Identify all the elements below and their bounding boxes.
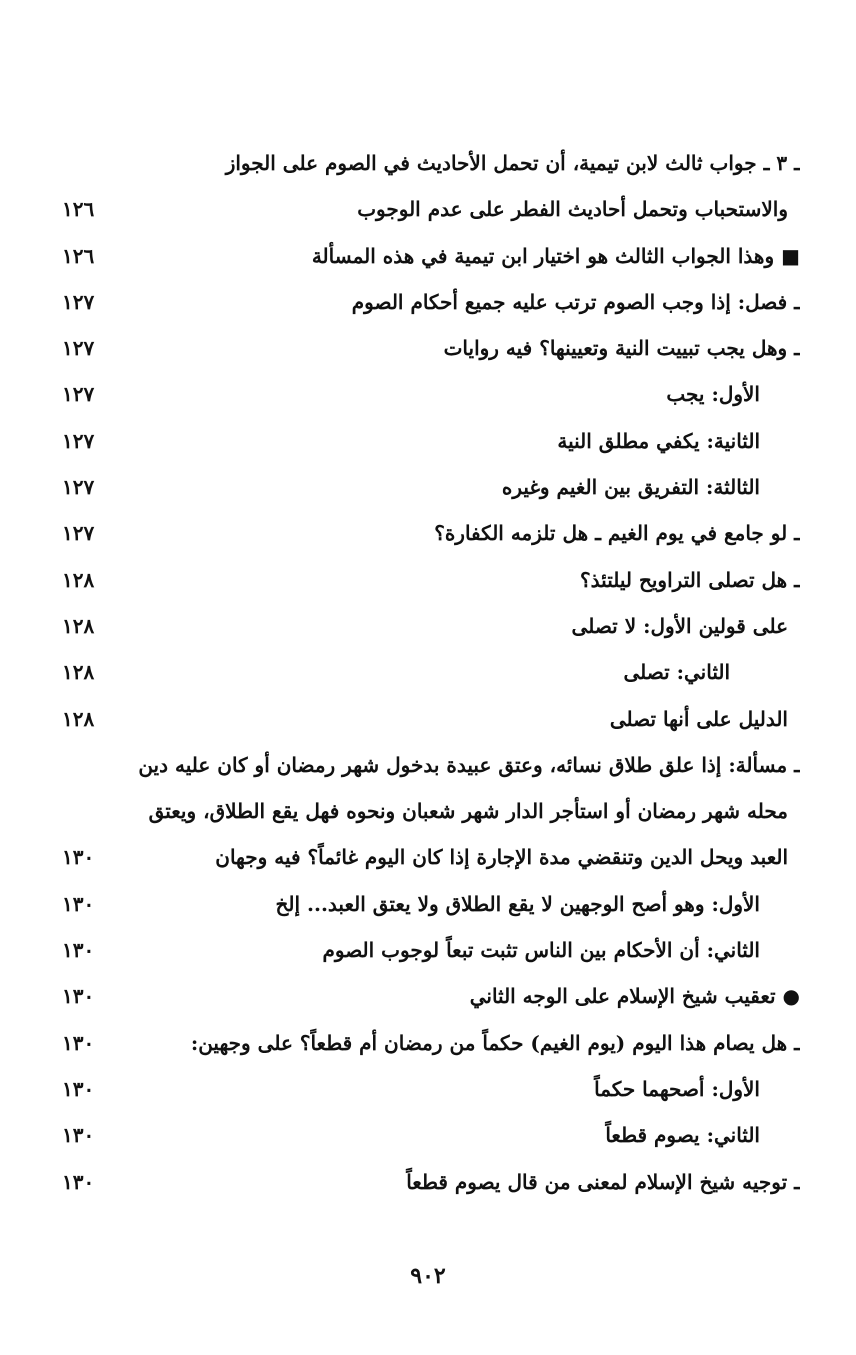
toc-entry-page: ١٣٠ bbox=[62, 984, 95, 1009]
toc-entry bbox=[50, 279, 800, 325]
toc-entry-page: ١٣٠ bbox=[62, 1169, 95, 1194]
toc-entry-page: ١٢٨ bbox=[62, 660, 95, 685]
toc-entry-page: ١٣٠ bbox=[62, 891, 95, 916]
toc-entry-text: الثانية: يكفي مطلق النية bbox=[557, 428, 760, 453]
toc-entry bbox=[50, 1112, 800, 1158]
toc-entry bbox=[50, 788, 800, 834]
toc-entry bbox=[50, 325, 800, 371]
toc-entry-text: الثاني: يصوم قطعاً bbox=[605, 1123, 760, 1148]
toc-entry-page: ١٢٧ bbox=[62, 428, 95, 453]
toc-entry-text: ـ وهل يجب تبييت النية وتعيينها؟ فيه روايات bbox=[443, 336, 800, 361]
toc-entry-page: ١٣٠ bbox=[62, 845, 95, 870]
toc-entry-page: ١٢٧ bbox=[62, 521, 95, 546]
toc-entry bbox=[50, 557, 800, 603]
toc-entry bbox=[50, 418, 800, 464]
toc-entry bbox=[50, 649, 800, 695]
toc-entry-text: والاستحباب وتحمل أحاديث الفطر على عدم الوجوب bbox=[357, 197, 788, 222]
toc-entry-text: الأول: أصحهما حكماً bbox=[594, 1076, 760, 1101]
toc-entry bbox=[50, 464, 800, 510]
toc-entry-page: ١٢٨ bbox=[62, 706, 95, 731]
toc-entry-text: ● تعقيب شيخ الإسلام على الوجه الثاني bbox=[469, 984, 800, 1009]
toc-entry-page: ١٢٧ bbox=[62, 289, 95, 314]
page-number: ٩٠٢ bbox=[410, 1263, 446, 1289]
toc-entry-page: ١٣٠ bbox=[62, 1030, 95, 1055]
toc-entry bbox=[50, 696, 800, 742]
toc-entry bbox=[50, 1159, 800, 1205]
toc-entry-text: على قولين الأول: لا تصلى bbox=[571, 613, 788, 638]
toc-entry-text: ـ توجيه شيخ الإسلام لمعنى من قال يصوم قطعاً bbox=[406, 1169, 800, 1194]
toc-entry-text: الثاني: أن الأحكام بين الناس تثبت تبعاً لوجوب الصوم bbox=[322, 938, 760, 963]
toc-entry bbox=[50, 742, 800, 788]
toc-entry bbox=[50, 927, 800, 973]
toc-entry-text: ـ ٣ ـ جواب ثالث لابن تيمية، أن تحمل الأحاديث في الصوم على الجواز bbox=[225, 151, 800, 175]
toc-entry-page: ١٣٠ bbox=[62, 938, 95, 963]
toc-entry bbox=[50, 834, 800, 880]
toc-entry bbox=[50, 371, 800, 417]
toc-entry bbox=[50, 1066, 800, 1112]
toc-entry-page: ١٢٦ bbox=[62, 243, 95, 268]
toc-entry-text: ■ وهذا الجواب الثالث هو اختيار ابن تيمية في هذه المسألة bbox=[311, 243, 800, 268]
toc-entry bbox=[50, 881, 800, 927]
toc-entry bbox=[50, 510, 800, 556]
toc-entry-text: ـ هل يصام هذا اليوم (يوم الغيم) حكماً من رمضان أم قطعاً؟ على وجهين: bbox=[190, 1030, 800, 1055]
toc-entry-text: محله شهر رمضان أو استأجر الدار شهر شعبان ونحوه فهل يقع الطلاق، ويعتق bbox=[148, 799, 788, 824]
toc-entry bbox=[50, 1020, 800, 1066]
toc-entry-text: الدليل على أنها تصلى bbox=[609, 706, 788, 731]
toc-entry bbox=[50, 140, 800, 186]
toc-entry-text: الأول: يجب bbox=[666, 382, 760, 407]
toc-entry bbox=[50, 973, 800, 1019]
toc-entry bbox=[50, 186, 800, 232]
toc-entry-text: الثالثة: التفريق بين الغيم وغيره bbox=[501, 475, 760, 500]
toc-entry-page: ١٢٨ bbox=[62, 613, 95, 638]
toc-entry-page: ١٢٧ bbox=[62, 382, 95, 407]
toc-entry bbox=[50, 603, 800, 649]
toc-entry-page: ١٢٨ bbox=[62, 567, 95, 592]
toc-entry-text: ـ فصل: إذا وجب الصوم ترتب عليه جميع أحكام الصوم bbox=[351, 289, 800, 314]
toc-entry bbox=[50, 233, 800, 279]
toc-entry-page: ١٢٧ bbox=[62, 475, 95, 500]
toc-entry-text: ـ لو جامع في يوم الغيم ـ هل تلزمه الكفارة؟ bbox=[434, 521, 800, 546]
toc-entry-text: ـ مسألة: إذا علق طلاق نسائه، وعتق عبيدة بدخول شهر رمضان أو كان عليه دين bbox=[138, 752, 800, 777]
toc-entry-text: العبد ويحل الدين وتنقضي مدة الإجارة إذا كان اليوم غائماً؟ فيه وجهان bbox=[215, 845, 788, 870]
toc-entry-page: ١٣٠ bbox=[62, 1076, 95, 1101]
toc-entry-page: ١٣٠ bbox=[62, 1123, 95, 1148]
toc-entry-page: ١٢٧ bbox=[62, 336, 95, 361]
toc-entry-text: الأول: وهو أصح الوجهين لا يقع الطلاق ولا يعتق العبد... إلخ bbox=[275, 891, 760, 916]
toc-entry-text: ـ هل تصلى التراويح ليلتئذ؟ bbox=[580, 567, 800, 592]
toc-entry-page: ١٢٦ bbox=[62, 197, 95, 222]
toc-entry-text: الثاني: تصلى bbox=[623, 660, 730, 685]
table-of-contents bbox=[50, 140, 800, 1205]
